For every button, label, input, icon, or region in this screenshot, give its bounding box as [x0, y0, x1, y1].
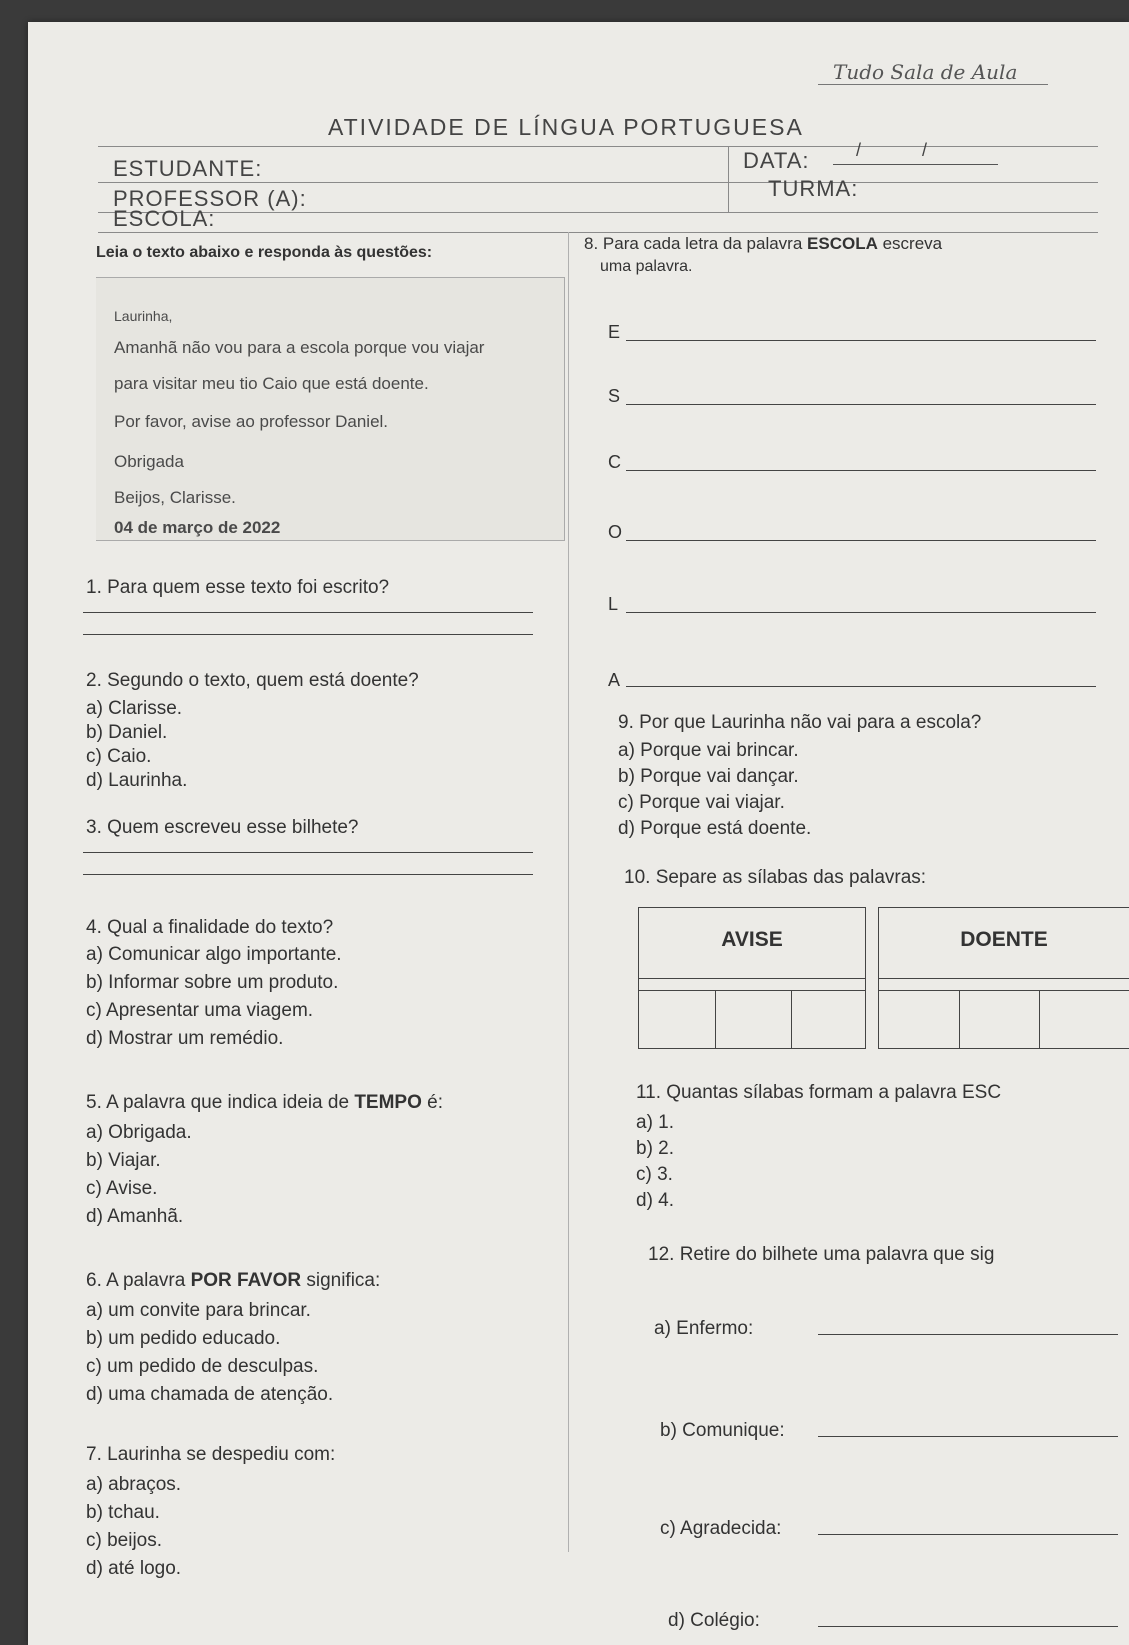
worksheet-page: [28, 22, 1129, 1645]
option: b) Comunique:: [660, 1420, 785, 1441]
option[interactable]: b) 2.: [636, 1138, 675, 1159]
answer-line-agradecida[interactable]: [818, 1534, 1118, 1535]
acrostic-line[interactable]: [626, 340, 1096, 341]
option[interactable]: b) Daniel.: [86, 722, 168, 743]
question-10: 10. Separe as sílabas das palavras:: [624, 867, 927, 888]
syllable-box-avise: [638, 907, 866, 1049]
box-divider: [639, 978, 865, 979]
option: a) Enfermo:: [654, 1318, 754, 1339]
option: d) Colégio:: [668, 1610, 760, 1631]
brand-logo: Tudo Sala de Aula: [833, 60, 1018, 84]
answer-line-q3[interactable]: [83, 852, 533, 853]
note-line: para visitar meu tio Caio que está doente.: [114, 374, 429, 393]
option[interactable]: d) Porque está doente.: [618, 818, 812, 839]
option[interactable]: d) até logo.: [86, 1558, 182, 1579]
question-12: 12. Retire do bilhete uma palavra que sig: [648, 1244, 995, 1265]
option[interactable]: c) beijos.: [86, 1530, 163, 1551]
teacher-label: PROFESSOR (A):: [113, 186, 307, 211]
worksheet-title: ATIVIDADE DE LÍNGUA PORTUGUESA: [328, 114, 804, 140]
note-greeting: Laurinha,: [114, 308, 173, 324]
syllable-word: DOENTE: [960, 928, 1048, 951]
acrostic-letter: S: [608, 386, 621, 406]
answer-line-colegio[interactable]: [818, 1626, 1118, 1627]
option[interactable]: a) 1.: [636, 1112, 675, 1133]
header-rule: [98, 232, 1098, 233]
question-1: 1. Para quem esse texto foi escrito?: [86, 577, 390, 598]
question-4: 4. Qual a finalidade do texto?: [86, 917, 334, 938]
syllable-cells: [639, 990, 865, 1049]
class-label: TURMA:: [768, 176, 859, 201]
header-rule: [98, 146, 1098, 147]
option[interactable]: b) um pedido educado.: [86, 1328, 281, 1349]
question-5: 5. A palavra que indica ideia de TEMPO é:: [86, 1092, 443, 1113]
option[interactable]: a) um convite para brincar.: [86, 1300, 311, 1321]
option[interactable]: d) uma chamada de atenção.: [86, 1384, 334, 1405]
header-divider: [728, 146, 729, 212]
answer-line-q1[interactable]: [83, 612, 533, 613]
syllable-cell[interactable]: [1039, 991, 1040, 1049]
option[interactable]: a) Clarisse.: [86, 698, 183, 719]
acrostic-line[interactable]: [626, 404, 1096, 405]
note-line: Por favor, avise ao professor Daniel.: [114, 412, 389, 431]
option: c) Agradecida:: [660, 1518, 782, 1539]
acrostic-letter: A: [608, 670, 621, 690]
question-7: 7. Laurinha se despediu com:: [86, 1444, 336, 1465]
acrostic-line[interactable]: [626, 470, 1096, 471]
syllable-cell[interactable]: [791, 991, 792, 1049]
column-divider: [568, 232, 569, 1552]
brand-underline: [818, 84, 1048, 85]
box-divider: [879, 978, 1129, 979]
acrostic-letter: C: [608, 452, 621, 472]
acrostic-letter: L: [608, 594, 619, 614]
acrostic-line[interactable]: [626, 612, 1096, 613]
answer-line-q1[interactable]: [83, 634, 533, 635]
option[interactable]: a) Porque vai brincar.: [618, 740, 799, 761]
instruction-text: Leia o texto abaixo e responda às questões:: [96, 244, 433, 261]
answer-line-enfermo[interactable]: [818, 1334, 1118, 1335]
option[interactable]: a) Obrigada.: [86, 1122, 192, 1143]
option[interactable]: a) abraços.: [86, 1474, 182, 1495]
note-box: [96, 277, 565, 541]
option[interactable]: b) Viajar.: [86, 1150, 161, 1171]
note-date: 04 de março de 2022: [114, 518, 281, 537]
question-3: 3. Quem escreveu esse bilhete?: [86, 817, 359, 838]
student-label: ESTUDANTE:: [113, 156, 263, 181]
option[interactable]: c) Caio.: [86, 746, 152, 767]
option[interactable]: b) Informar sobre um produto.: [86, 972, 339, 993]
option[interactable]: d) Laurinha.: [86, 770, 188, 791]
date-field[interactable]: [833, 164, 998, 165]
option[interactable]: b) tchau.: [86, 1502, 160, 1523]
question-11: 11. Quantas sílabas formam a palavra ESC: [636, 1082, 1002, 1103]
acrostic-letter: O: [608, 522, 623, 542]
acrostic-line[interactable]: [626, 686, 1096, 687]
option[interactable]: c) Avise.: [86, 1178, 158, 1199]
question-6: 6. A palavra POR FAVOR significa:: [86, 1270, 381, 1291]
option[interactable]: d) 4.: [636, 1190, 675, 1211]
date-slashes: / /: [856, 140, 929, 160]
syllable-box-doente: [878, 907, 1129, 1049]
question-8: 8. Para cada letra da palavra ESCOLA escreva: [584, 234, 943, 253]
date-label: DATA:: [743, 148, 810, 173]
question-2: 2. Segundo o texto, quem está doente?: [86, 670, 419, 691]
answer-line-comunique[interactable]: [818, 1436, 1118, 1437]
question-8-line2: uma palavra.: [600, 258, 693, 275]
note-signature: Beijos, Clarisse.: [114, 488, 236, 507]
option[interactable]: d) Mostrar um remédio.: [86, 1028, 284, 1049]
answer-line-q3[interactable]: [83, 874, 533, 875]
syllable-word: AVISE: [721, 928, 783, 951]
school-label: ESCOLA:: [113, 206, 216, 231]
syllable-cell[interactable]: [715, 991, 716, 1049]
acrostic-line[interactable]: [626, 540, 1096, 541]
option[interactable]: c) Apresentar uma viagem.: [86, 1000, 314, 1021]
header-rule: [98, 182, 1098, 183]
option[interactable]: c) um pedido de desculpas.: [86, 1356, 319, 1377]
option[interactable]: c) Porque vai viajar.: [618, 792, 785, 813]
syllable-cells: [879, 990, 1129, 1049]
option[interactable]: a) Comunicar algo importante.: [86, 944, 342, 965]
acrostic-letter: E: [608, 322, 621, 342]
option[interactable]: c) 3.: [636, 1164, 673, 1185]
note-line: Amanhã não vou para a escola porque vou viajar: [114, 338, 485, 357]
option[interactable]: d) Amanhã.: [86, 1206, 184, 1227]
question-9: 9. Por que Laurinha não vai para a escola?: [618, 712, 982, 733]
syllable-cell[interactable]: [959, 991, 960, 1049]
header-rule: [98, 212, 1098, 213]
option[interactable]: b) Porque vai dançar.: [618, 766, 799, 787]
note-line: Obrigada: [114, 452, 184, 471]
